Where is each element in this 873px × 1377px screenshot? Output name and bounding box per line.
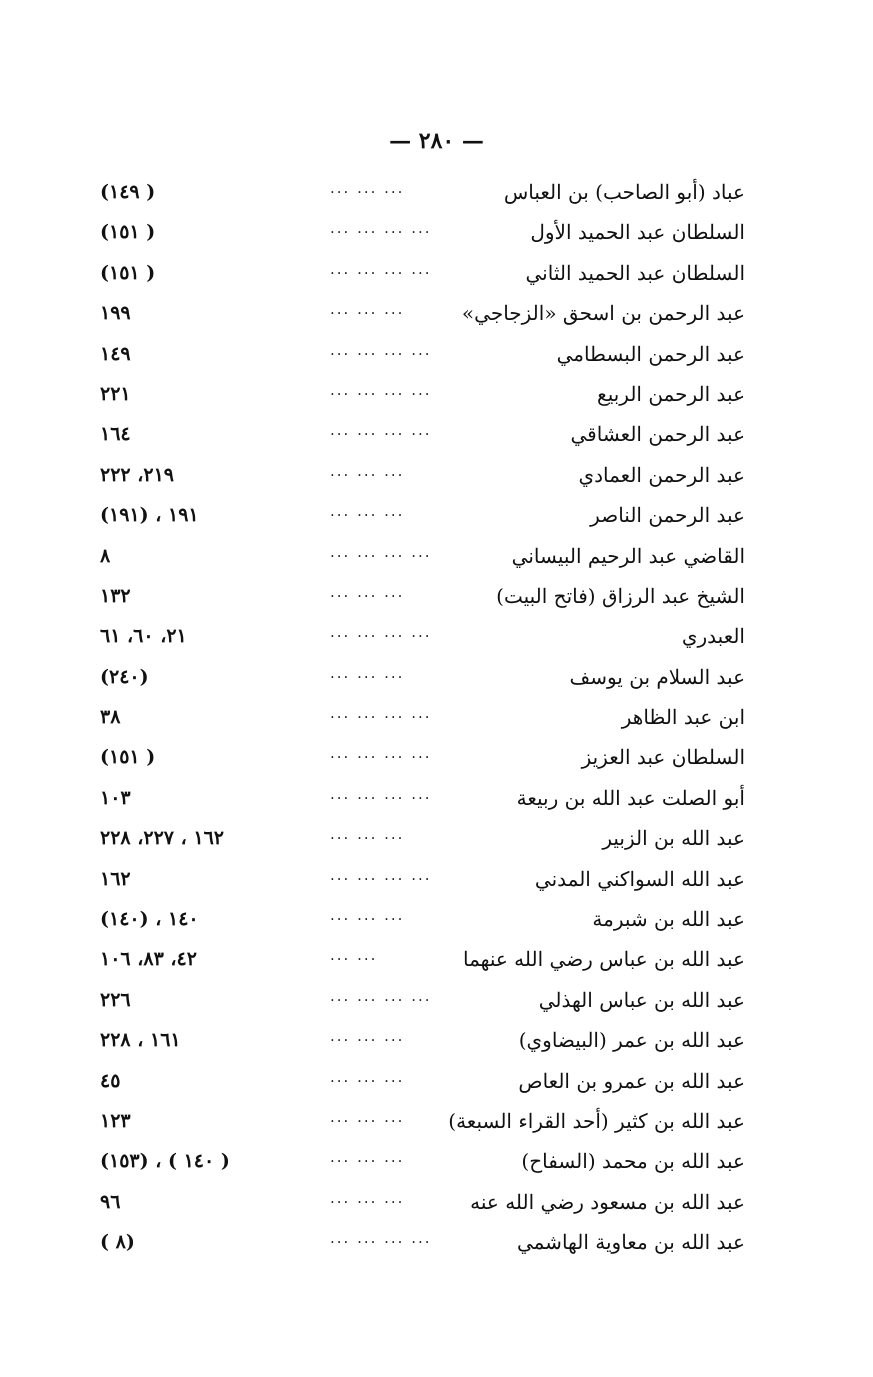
entry-page-refs: (٨ ) <box>100 1231 135 1254</box>
entry-page-refs: ١٦١ ، ٢٢٨ <box>100 1029 181 1052</box>
entry-leader-dots: ... ... ... ... <box>330 380 432 399</box>
entry-name: عبد الرحمن الربيع <box>597 381 745 406</box>
index-entry <box>100 939 745 979</box>
entry-leader-dots: ... ... ... ... <box>330 744 432 763</box>
entry-name: القاضي عبد الرحيم البيساني <box>511 543 745 568</box>
entry-leader-dots: ... ... ... <box>330 1107 405 1126</box>
index-entry <box>100 293 745 333</box>
entry-page-refs: ١٩١ ، (١٩١) <box>100 504 199 527</box>
entry-leader-dots: ... ... ... <box>330 582 405 601</box>
entry-name: عبد الرحمن العمادي <box>578 462 745 487</box>
index-entry <box>100 697 745 737</box>
index-entry <box>100 455 745 495</box>
entry-leader-dots: ... ... ... ... <box>330 623 432 642</box>
entry-name: عبد الله بن محمد (السفاح) <box>521 1149 745 1174</box>
index-entry <box>100 778 745 818</box>
entry-page-refs: ٢٢٦ <box>100 988 131 1011</box>
entry-leader-dots: ... ... ... <box>330 1188 405 1207</box>
entry-page-refs: ( ١٥١) <box>100 261 156 284</box>
entry-leader-dots: ... ... ... ... <box>330 865 432 884</box>
entry-name: عبد الله بن عباس رضي الله عنهما <box>462 947 745 972</box>
entry-page-refs: ( ١٥١) <box>100 746 156 769</box>
entry-leader-dots: ... ... ... ... <box>330 542 432 561</box>
entry-name: عبد الرحمن البسطامي <box>556 341 745 366</box>
index-entry <box>100 253 745 293</box>
entry-leader-dots: ... ... ... ... <box>330 219 432 238</box>
page-number: — ٢٨٠ — <box>389 128 484 154</box>
entry-page-refs: ٢٢١ <box>100 382 131 405</box>
entry-page-refs: ١٦٤ <box>100 423 131 446</box>
entry-name: السلطان عبد الحميد الأول <box>530 220 745 245</box>
entry-page-refs: ١٦٢ <box>100 867 131 890</box>
index-entry <box>100 616 745 656</box>
entry-name: عبد الله بن الزبير <box>602 826 745 851</box>
entry-leader-dots: ... ... ... <box>330 1067 405 1086</box>
entry-leader-dots: ... ... ... ... <box>330 986 432 1005</box>
entry-leader-dots: ... ... ... <box>330 1027 405 1046</box>
entry-name: أبو الصلت عبد الله بن ربيعة <box>516 785 745 810</box>
entry-name: عبد الله بن مسعود رضي الله عنه <box>470 1189 745 1214</box>
index-entry <box>100 576 745 616</box>
entry-name: السلطان عبد الحميد الثاني <box>525 260 745 285</box>
entry-name: عبد الله بن عباس الهذلي <box>538 987 745 1012</box>
entry-page-refs: ٢١، ٦٠، ٦١ <box>100 625 187 648</box>
entry-page-refs: ١٤٠ ، (١٤٠) <box>100 908 199 931</box>
entry-leader-dots: ... ... ... <box>330 461 405 480</box>
index-list <box>100 172 745 1263</box>
index-entry <box>100 1182 745 1222</box>
entry-leader-dots: ... ... ... <box>330 179 405 197</box>
index-entry <box>100 657 745 697</box>
index-entry <box>100 1141 745 1181</box>
entry-page-refs: ١٤٩ <box>100 342 131 365</box>
index-entry <box>100 1101 745 1141</box>
index-entry <box>100 859 745 899</box>
entry-leader-dots: ... ... ... ... <box>330 1229 432 1248</box>
entry-leader-dots: ... ... ... <box>330 1148 405 1167</box>
entry-page-refs: ( ١٥١) <box>100 221 156 244</box>
entry-leader-dots: ... ... ... ... <box>330 704 432 723</box>
entry-page-refs: ١٠٣ <box>100 786 131 809</box>
entry-leader-dots: ... ... <box>330 946 378 965</box>
index-entry <box>100 334 745 374</box>
entry-leader-dots: ... ... ... <box>330 825 405 844</box>
entry-name: السلطان عبد العزيز <box>581 745 745 770</box>
entry-leader-dots: ... ... ... ... <box>330 340 432 359</box>
index-entry <box>100 212 745 252</box>
entry-leader-dots: ... ... ... <box>330 663 405 682</box>
entry-page-refs: ١٦٢ ، ٢٢٧، ٢٢٨ <box>100 827 224 850</box>
entry-name: عبد الله بن كثير (أحد القراء السبعة) <box>448 1108 745 1133</box>
entry-page-refs: (٢٤٠) <box>100 665 149 688</box>
index-entry <box>100 737 745 777</box>
index-entry <box>100 980 745 1020</box>
entry-name: عبد الرحمن الناصر <box>590 503 745 528</box>
entry-page-refs: ٨ <box>100 544 111 567</box>
entry-name: عبد الله بن عمرو بن العاص <box>518 1068 745 1093</box>
entry-leader-dots: ... ... ... ... <box>330 784 432 803</box>
entry-name: ابن عبد الظاهر <box>621 705 745 730</box>
entry-page-refs: ٣٨ <box>100 706 121 729</box>
index-entry <box>100 495 745 535</box>
index-entry <box>100 374 745 414</box>
entry-name: عباد (أبو الصاحب) بن العباس <box>503 180 745 204</box>
index-entry <box>100 1061 745 1101</box>
entry-name: عبد السلام بن يوسف <box>569 664 745 689</box>
index-entry <box>100 1222 745 1262</box>
index-entry <box>100 536 745 576</box>
index-entry <box>100 818 745 858</box>
entry-leader-dots: ... ... ... ... <box>330 259 432 278</box>
index-entry <box>100 172 745 212</box>
entry-page-refs: ٤٢، ٨٣، ١٠٦ <box>100 948 197 971</box>
entry-leader-dots: ... ... ... <box>330 300 405 319</box>
entry-name: عبد الله بن شبرمة <box>592 907 745 932</box>
entry-name: عبد الرحمن بن اسحق «الزجاجي» <box>461 301 745 326</box>
entry-page-refs: ١٢٣ <box>100 1109 131 1132</box>
index-entry <box>100 414 745 454</box>
entry-leader-dots: ... ... ... <box>330 502 405 521</box>
entry-name: الشيخ عبد الرزاق (فاتح البيت) <box>496 583 745 608</box>
entry-page-refs: ١٩٩ <box>100 302 131 325</box>
index-entry <box>100 899 745 939</box>
entry-page-refs: ٩٦ <box>100 1190 121 1213</box>
entry-page-refs: ١٣٢ <box>100 584 131 607</box>
entry-name: عبد الله بن معاوية الهاشمي <box>516 1230 745 1255</box>
index-entry <box>100 1020 745 1060</box>
entry-page-refs: ( ١٤٩) <box>100 181 156 203</box>
entry-name: عبد الله بن عمر (البيضاوي) <box>518 1028 745 1053</box>
entry-name: العبدري <box>681 624 745 649</box>
entry-page-refs: ( ١٤٠ ) ، (١٥٣) <box>100 1150 230 1173</box>
entry-leader-dots: ... ... ... ... <box>330 421 432 440</box>
entry-leader-dots: ... ... ... <box>330 906 405 925</box>
entry-name: عبد الرحمن العشاقي <box>570 422 745 447</box>
entry-page-refs: ٤٥ <box>100 1069 121 1092</box>
entry-page-refs: ٢١٩، ٢٢٢ <box>100 463 174 486</box>
entry-name: عبد الله السواكني المدني <box>534 866 745 891</box>
